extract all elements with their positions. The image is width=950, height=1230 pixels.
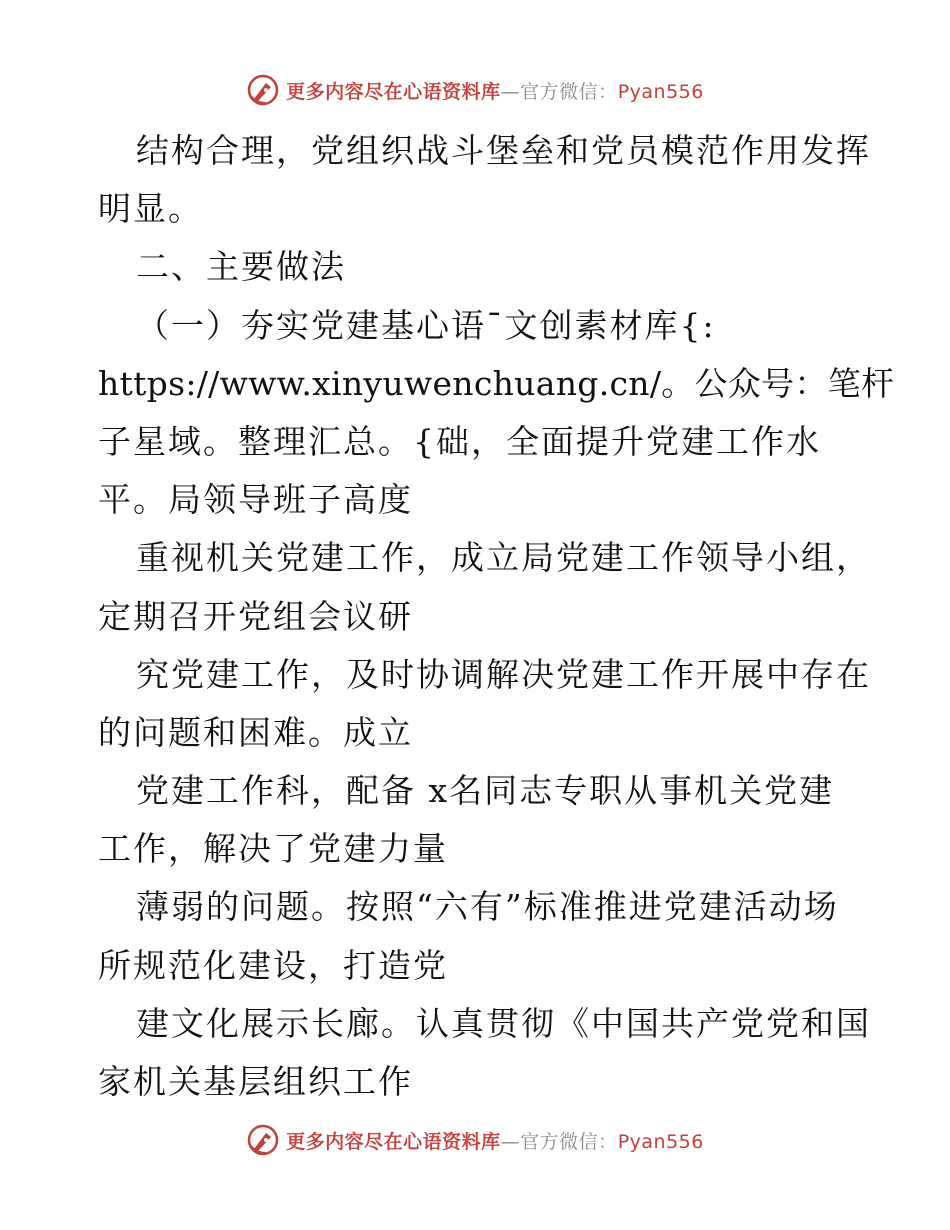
paragraph-line: 建文化展示长廊。认真贯彻《中国共产党党和国 (136, 1003, 871, 1043)
paragraph-line: 究党建工作，及时协调解决党建工作开展中存在 (136, 654, 871, 694)
watermark-separator: — (500, 80, 521, 103)
document-body (98, 122, 895, 1111)
pen-nib-logo-icon (246, 1123, 280, 1157)
paragraph-line: 工作，解决了党建力量 (98, 829, 448, 869)
watermark-text (286, 77, 704, 104)
watermark-wechat-id: Pyan556 (617, 1130, 704, 1153)
watermark-wechat-label: 官方微信： (520, 1130, 618, 1153)
paragraph-line: 子星域。整理汇总。{础，全面提升党建工作水 (98, 421, 821, 461)
paragraph-line-url: https://www.xinyuwenchuang.cn/。公众号：笔杆 (98, 363, 895, 403)
subsection-heading: （一）夯实党建基心语¯文创素材库{: (136, 305, 716, 345)
paragraph-line: 薄弱的问题。按照“六有”标准推进党建活动场 (136, 887, 839, 927)
section-heading: 二、主要做法 (136, 247, 346, 287)
watermark-separator: — (500, 1130, 521, 1153)
paragraph-line: 的问题和困难。成立 (98, 712, 413, 752)
paragraph-line: 平。局领导班子高度 (98, 480, 413, 520)
footer-watermark (0, 1120, 950, 1160)
watermark-main: 更多内容尽在心语资料库 (286, 80, 501, 103)
paragraph-line: 明显。 (98, 189, 203, 229)
paragraph-line: 所规范化建设，打造党 (98, 945, 448, 985)
paragraph-line: 党建工作科，配备 x名同志专职从事机关党建 (136, 771, 835, 811)
paragraph-line: 重视机关党建工作，成立局党建工作领导小组， (136, 538, 871, 578)
paragraph-line: 定期召开党组会议研 (98, 596, 413, 636)
watermark-main: 更多内容尽在心语资料库 (286, 1130, 501, 1153)
watermark-wechat-label: 官方微信： (520, 80, 618, 103)
paragraph-line: 家机关基层组织工作 (98, 1062, 413, 1101)
watermark-wechat-id: Pyan556 (617, 80, 704, 103)
paragraph-line: 结构合理，党组织战斗堡垒和党员模范作用发挥 (136, 131, 871, 170)
watermark-text (286, 1127, 704, 1154)
header-watermark (0, 70, 950, 110)
pen-nib-logo-icon (246, 73, 280, 107)
